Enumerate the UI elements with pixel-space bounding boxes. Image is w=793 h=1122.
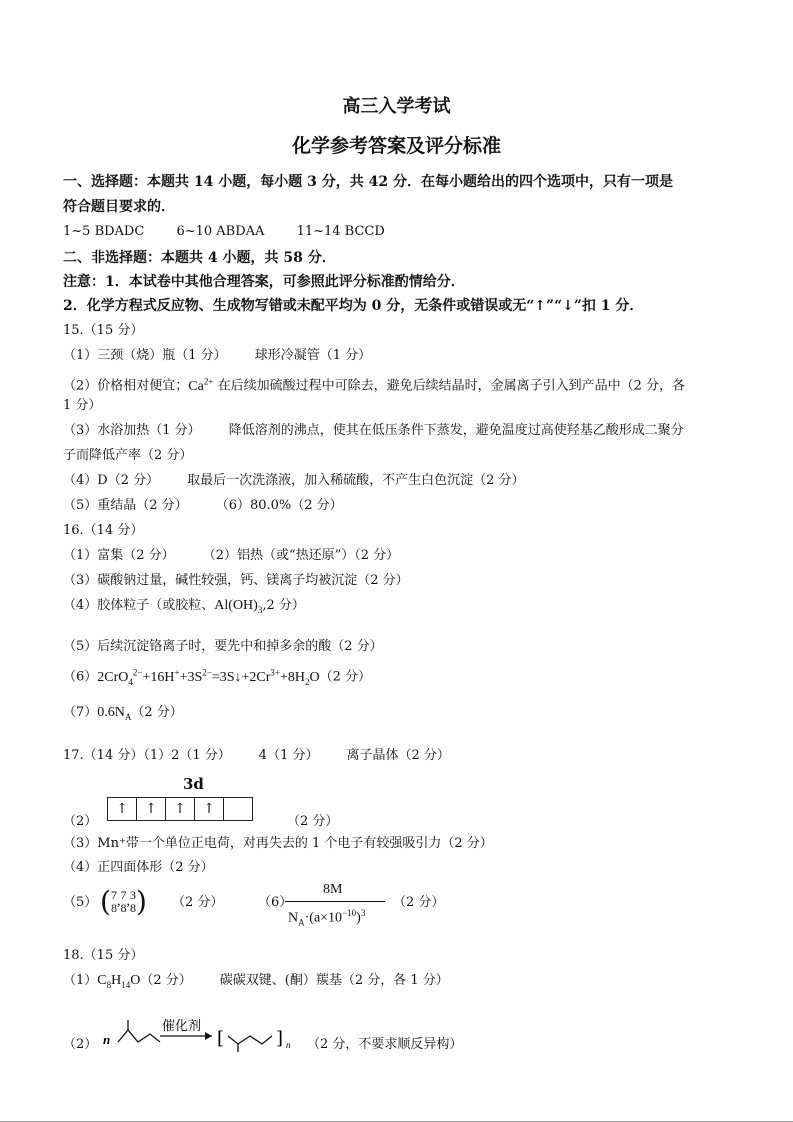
na-value: $0.6N_A$ — [97, 705, 132, 722]
frac-num: 7 — [110, 888, 117, 902]
q16-p6b: （2 分） — [319, 669, 372, 685]
q15-p3a: （3）水浴加热（1 分） — [63, 423, 201, 438]
orbital-box: ↑ — [137, 798, 166, 820]
density-numerator: 8M — [323, 882, 343, 897]
q17-p2a: （2） — [63, 814, 98, 829]
q17-p4: （4）正四面体形（2 分） — [63, 860, 214, 875]
q17-p1 — [63, 748, 450, 764]
sec1-line1: 一、选择题：本题共 14 小题，每小题 3 分，共 42 分．在每小题给出的四个选项中，只有一项是 — [63, 174, 673, 190]
q16-p4 — [63, 598, 305, 618]
orbital-box — [224, 798, 252, 820]
svg-text:n: n — [286, 1040, 291, 1050]
q15-p5b: （6）80.0%（2 分） — [215, 498, 343, 513]
q16-p7b: （2 分） — [131, 705, 183, 720]
sec2-note2: 2．化学方程式反应物、生成物写错或未配平均为 0 分，无条件或错误或无“↑”“↓”扣 1 分． — [63, 298, 644, 314]
q15-p1a: （1）三颈（烧）瓶（1 分） — [63, 348, 227, 363]
q15-p3 — [63, 423, 684, 439]
q17-p6b: （2 分） — [393, 895, 445, 910]
q18-p1a: （1） — [63, 973, 98, 988]
polymerization-equation — [100, 1012, 315, 1062]
q15-p2c: 1 分） — [63, 398, 102, 413]
q16-p1 — [63, 548, 399, 564]
orbital-label: 3d — [183, 775, 204, 793]
q15-p4 — [63, 473, 525, 489]
orbital-box: ↑ — [195, 798, 224, 820]
q18-p2b: （2 分，不要求顺反异构） — [307, 1037, 463, 1052]
svg-text:n: n — [103, 1032, 111, 1047]
ans-1-5: 1~5 BDADC — [63, 224, 145, 239]
q17-p1c: 离子晶体（2 分） — [346, 748, 450, 763]
orbital-diagram — [107, 797, 253, 821]
q15-p3b: 降低溶剂的沸点，使其在低压条件下蒸发，避免温度过高使羟基乙酸形成二聚分 — [228, 423, 684, 438]
q18-p1b: （2 分） — [140, 973, 192, 988]
q17-p5a: （5） — [63, 895, 98, 910]
q16-p4a: （4）胶体粒子（或胶粒、 — [63, 598, 215, 613]
coordinate-fraction: ( 7 8 , 7 8 , 3 8 ) — [100, 885, 147, 918]
page-title: 高三入学考试 — [342, 96, 451, 117]
density-denominator: $N_A\cdot(a\times 10^{-10})^3$ — [288, 908, 366, 928]
orbital-box: ↑ — [166, 798, 195, 820]
q16-head: 16.（14 分） — [63, 523, 144, 538]
q16-p1a: （1）富集（2 分） — [63, 548, 175, 563]
frac-num: 3 — [129, 888, 136, 902]
q17-p6a: （6） — [258, 895, 293, 910]
q17-p5b: （2 分） — [172, 895, 224, 910]
frac-num: 7 — [120, 888, 127, 902]
q15-p3c: 子而降低产率（2 分） — [63, 448, 193, 463]
q16-p6a: （6） — [63, 669, 98, 685]
ans-6-10: 6~10 ABDAA — [176, 224, 265, 239]
q15-p4a: （4）D（2 分） — [63, 473, 160, 488]
aloh3-formula: $Al(OH)_3$ — [214, 598, 263, 615]
frac-den: 8 — [129, 901, 136, 915]
q16-p7a: （7） — [63, 705, 98, 720]
svg-text:]: ] — [276, 1028, 284, 1049]
q18-p1 — [63, 973, 449, 993]
molecular-formula: $C_8H_{14}O$ — [97, 973, 141, 990]
q16-p3: （3）碳酸钠过量，碱性较强，钙、镁离子均被沉淀（2 分） — [63, 573, 409, 588]
q15-head: 15.（15 分） — [63, 323, 144, 338]
q16-p5: （5）后续沉淀铬离子时，要先中和掉多余的酸（2 分） — [63, 639, 383, 654]
frac-den: 8 — [120, 901, 127, 915]
q15-p4b: 取最后一次洗涤液，加入稀硫酸，不产生白色沉淀（2 分） — [187, 473, 525, 488]
frac-den: 8 — [110, 901, 117, 915]
q17-p3: （3）Mn⁺带一个单位正电荷，对再失去的 1 个电子有较强吸引力（2 分） — [63, 836, 493, 851]
q16-p7 — [63, 705, 183, 725]
q18-p2a: （2） — [63, 1037, 98, 1052]
q15-p1 — [63, 348, 371, 364]
ans-11-14: 11~14 BCCD — [296, 224, 385, 239]
q15-p1b: 球形冷凝管（1 分） — [254, 348, 372, 363]
sec2-note1: 注意：1．本试卷中其他合理答案，可参照此评分标准酌情给分． — [63, 274, 465, 290]
q18-p1c: 碳碳双键、(酮）羰基（2 分，各 1 分） — [219, 973, 449, 988]
q15-p2 — [63, 373, 685, 395]
q16-p6 — [63, 664, 371, 689]
ca-ion: $Ca^{2+}$ — [188, 376, 214, 394]
q17-head: 17.（14 分）（1）2（1 分） — [63, 748, 231, 763]
orbital-box: ↑ — [108, 798, 137, 820]
q18-head: 18.（15 分） — [63, 948, 144, 963]
q15-p5a: （5）重结晶（2 分） — [63, 498, 188, 513]
q15-p5 — [63, 498, 343, 514]
catalyst-label: 催化剂 — [162, 1019, 202, 1034]
answers-row — [63, 224, 385, 240]
q16-p4b: ,2 分） — [262, 598, 305, 613]
page-subtitle: 化学参考答案及评分标准 — [291, 135, 501, 157]
fraction-bar — [285, 901, 385, 902]
q16-p1b: （2）铝热（或“热还原”）（2 分） — [202, 548, 400, 563]
svg-text:[: [ — [217, 1028, 225, 1049]
sec1-line2: 符合题目要求的． — [63, 199, 175, 215]
q17-p2b: （2 分） — [287, 814, 339, 829]
q15-p2b: 在后续加硫酸过程中可除去，避免后续结晶时，金属离子引入到产品中（2 分，各 — [217, 378, 685, 394]
q15-p2a: （2）价格相对便宜； — [63, 378, 189, 394]
q17-p1b: 4（1 分） — [258, 748, 319, 763]
redox-equation: $2CrO_4^{2-}+16H^++3S^{2-}=3S↓+2Cr^{3+}+8H_2O$ — [97, 667, 320, 687]
sec2-heading: 二、非选择题：本题共 4 小题，共 58 分． — [63, 250, 336, 266]
